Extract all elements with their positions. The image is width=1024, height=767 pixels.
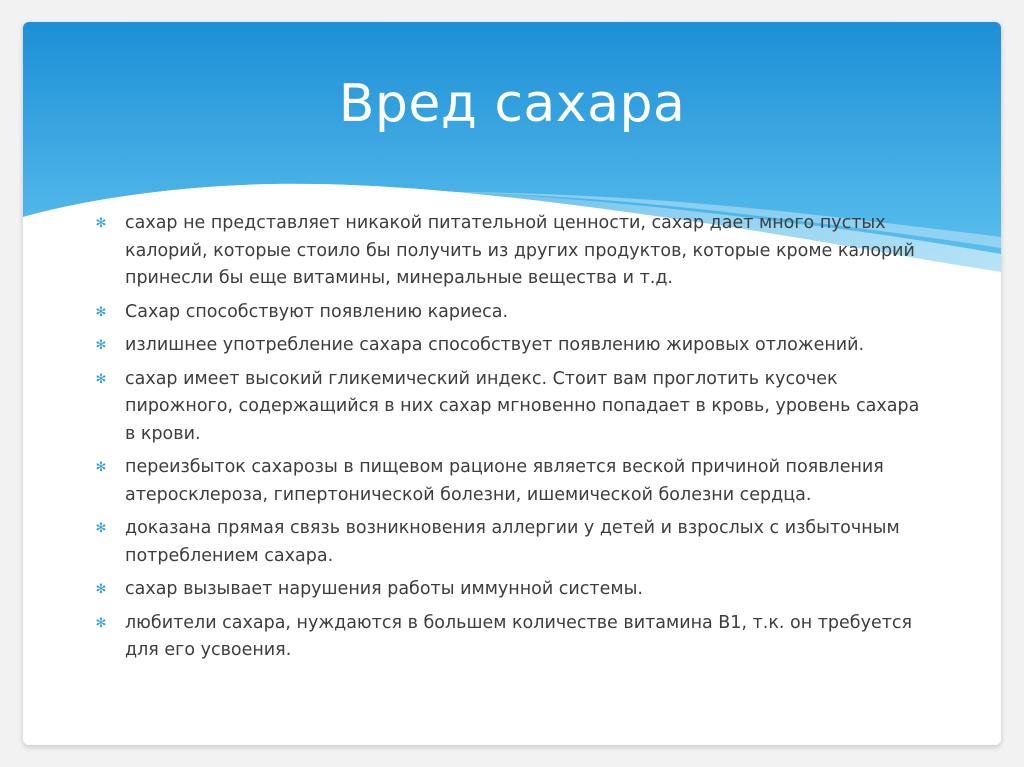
list-item-text: сахар имеет высокий гликемический индекс. Стоит вам проглотить кусочек пирожного, содержащийся в них сахар мгновенно попадает в кровь, уровень сахара в крови. [125,368,920,444]
list-item-text: Сахар способствуют появлению кариеса. [125,301,509,322]
list-item [93,515,933,570]
list-item-text: любители сахара, нуждаются в большем количестве витамина В1, т.к. он требуется для его усвоения. [125,612,913,660]
list-item [93,454,933,509]
asterisk-bullet-icon: ✻ [95,582,107,597]
list-item-text: доказана прямая связь возникновения аллергии у детей и взрослых с избыточным потреблением сахара. [125,518,900,566]
asterisk-bullet-icon: ✻ [95,615,107,631]
list-item [93,332,933,360]
bullet-list [93,210,933,671]
asterisk-bullet-icon: ✻ [95,371,107,387]
list-item [93,610,933,665]
list-item [93,576,933,604]
asterisk-bullet-icon: ✻ [95,304,107,320]
list-item [93,366,933,449]
list-item-text: сахар не представляет никакой питательной ценности, сахар дает много пустых калорий, которые стоило бы получить из других продуктов, которые кроме калорий принесли бы еще витамины, минеральные вещества и т.д. [125,213,915,288]
slide-title: Вред сахара [338,74,686,134]
asterisk-bullet-icon: ✻ [95,338,107,353]
asterisk-bullet-icon: ✻ [95,216,107,231]
list-item-text: излишнее употребление сахара способствует появлению жировых отложений. [125,335,865,355]
list-item [93,210,933,293]
list-item-text: сахар вызывает нарушения работы иммунной системы. [125,579,643,599]
asterisk-bullet-icon: ✻ [95,521,107,536]
list-item [93,299,933,327]
list-item-text: переизбыток сахарозы в пищевом рационе является веской причиной появления атеросклероза, гипертонической болезни, ишемической болезни сердца. [125,457,884,505]
asterisk-bullet-icon: ✻ [95,460,107,475]
slide [23,22,1001,745]
